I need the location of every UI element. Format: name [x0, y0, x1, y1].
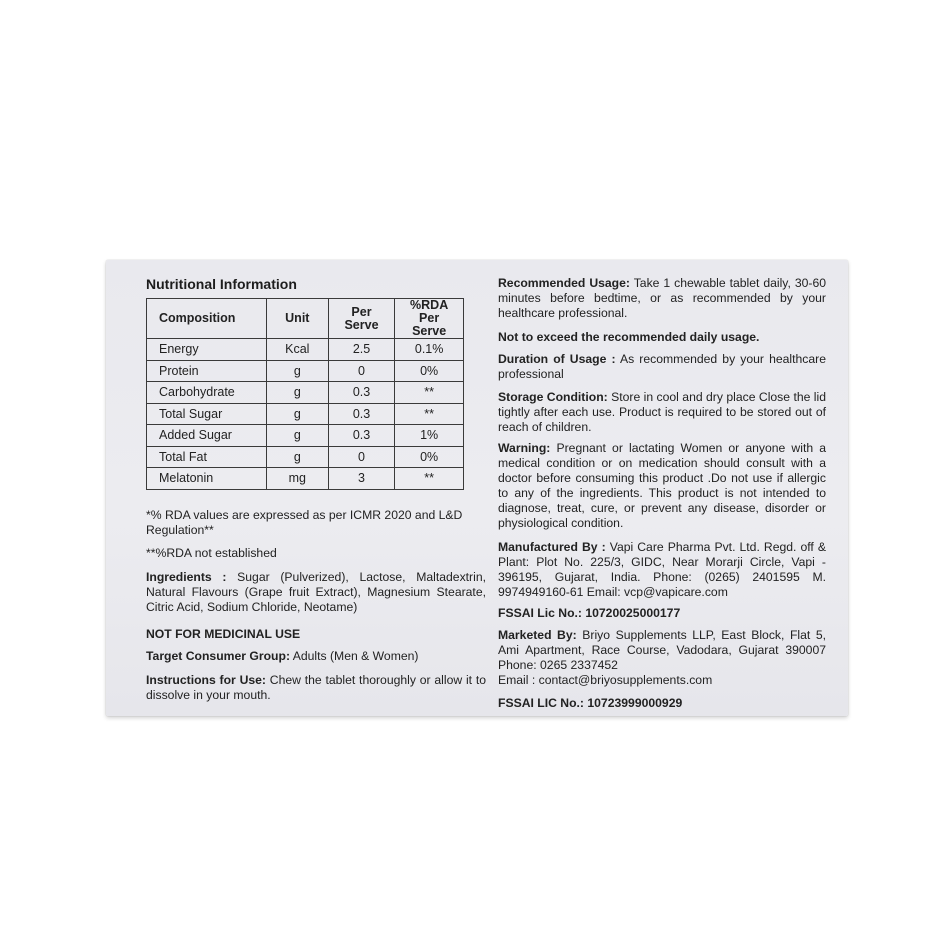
instructions — [146, 673, 486, 703]
row-unit: mg — [266, 468, 328, 490]
row-composition: Melatonin — [147, 468, 267, 490]
table-row — [147, 403, 464, 425]
product-label — [106, 260, 848, 716]
row-per-serve: 3 — [328, 468, 395, 490]
row-composition: Total Fat — [147, 446, 267, 468]
ingredients — [146, 570, 486, 615]
ingredients-label: Ingredients : — [146, 569, 227, 584]
fssai-license-manufacturer: FSSAI Lic No.: 10720025000177 — [498, 606, 681, 620]
ingredients-text: Sugar (Pulverized), Lactose, Maltadextrin, Natural Flavours (Grape fruit Extract), Magnesium Stearate, Citric Acid, Sodium Chloride, Neotame) — [146, 569, 486, 614]
row-composition: Added Sugar — [147, 425, 267, 447]
usage-text: Take 1 chewable tablet daily, 30-60 minutes before bedtime, or as recommended by your healthcare professional. — [498, 276, 827, 320]
row-unit: g — [266, 360, 328, 382]
row-per-serve: 2.5 — [328, 339, 395, 361]
instructions-label: Instructions for Use: — [146, 672, 266, 687]
row-rda: ** — [395, 382, 464, 404]
target-consumer — [146, 649, 486, 664]
row-composition: Protein — [147, 360, 267, 382]
row-rda: ** — [395, 468, 464, 490]
header-rda: %RDA Per Serve — [395, 299, 464, 339]
recommended-usage — [498, 276, 826, 321]
target-label: Target Consumer Group: — [146, 648, 290, 663]
row-unit: g — [266, 425, 328, 447]
duration-label: Duration of Usage : — [498, 352, 616, 366]
storage-condition — [498, 390, 826, 435]
rda-footnote: *% RDA values are expressed as per ICMR 2020 and L&D Regulation** — [146, 507, 463, 537]
target-text: Adults (Men & Women) — [292, 648, 419, 663]
row-per-serve: 0 — [328, 446, 395, 468]
usage-label: Recommended Usage: — [498, 276, 630, 290]
marketed-text: Briyo Supplements LLP, East Block, Flat 5, Ami Apartment, Race Course, Vadodara, Gujarat 390007 Phone: 0265 2337452 — [498, 628, 826, 672]
row-rda: ** — [395, 403, 464, 425]
row-per-serve: 0 — [328, 360, 395, 382]
fssai-license-marketer: FSSAI LIC No.: 10723999000929 — [498, 696, 683, 710]
nutrition-title: Nutritional Information — [146, 276, 297, 292]
header-unit: Unit — [266, 299, 328, 339]
storage-text: Store in cool and dry place Close the lid tightly after each use. Product is required to be stored out of reach of children. — [498, 390, 826, 434]
header-per-serve: Per Serve — [328, 299, 395, 339]
header-composition: Composition — [147, 299, 267, 339]
marketed-by — [498, 628, 826, 673]
rda-not-established-note: **%RDA not established — [146, 545, 277, 560]
row-unit: g — [266, 446, 328, 468]
row-rda: 0% — [395, 360, 464, 382]
marketed-label: Marketed By: — [498, 628, 577, 642]
nutrition-table — [146, 298, 464, 490]
table-row — [147, 360, 464, 382]
row-per-serve: 0.3 — [328, 403, 395, 425]
duration-text: As recommended by your healthcare professional — [498, 352, 827, 381]
duration-of-usage — [498, 352, 826, 382]
row-composition: Energy — [147, 339, 267, 361]
table-row — [147, 446, 464, 468]
row-unit: g — [266, 382, 328, 404]
warning — [498, 441, 826, 531]
row-unit: g — [266, 403, 328, 425]
nutrition-column — [146, 276, 486, 703]
manufactured-by — [498, 540, 826, 600]
row-per-serve: 0.3 — [328, 382, 395, 404]
row-rda: 0.1% — [395, 339, 464, 361]
not-exceed-notice: Not to exceed the recommended daily usage. — [498, 330, 760, 344]
row-composition: Carbohydrate — [147, 382, 267, 404]
not-medicinal-notice: NOT FOR MEDICINAL USE — [146, 626, 301, 641]
instructions-text: Chew the tablet thoroughly or allow it to dissolve in your mouth. — [146, 672, 486, 702]
manufactured-label: Manufactured By : — [498, 540, 606, 554]
storage-label: Storage Condition: — [498, 390, 608, 404]
manufactured-text: Vapi Care Pharma Pvt. Ltd. Regd. off & Plant: Plot No. 225/3, GIDC, Near Morarji Circle, Vapi - 396195, Gujarat, India. Phone: (0265) 2401595 M. 9974949160-61 Email: vcp@vapicare.com — [498, 540, 826, 599]
table-row — [147, 382, 464, 404]
row-unit: Kcal — [266, 339, 328, 361]
table-row — [147, 468, 464, 490]
table-row — [147, 339, 464, 361]
warning-label: Warning: — [498, 441, 551, 455]
nutrition-header-row — [147, 299, 464, 339]
warning-text: Pregnant or lactating Women or anyone with a medical condition or on medication should consult with a doctor before consuming this product .Do not use if allergic to any of the ingredients. This product is not intended to diagnose, treat, cure, or prevent any disease, disorder or physiological condition. — [498, 441, 826, 530]
table-row — [147, 425, 464, 447]
usage-column — [498, 276, 826, 710]
row-rda: 1% — [395, 425, 464, 447]
marketed-email: Email : contact@briyosupplements.com — [498, 673, 713, 687]
row-composition: Total Sugar — [147, 403, 267, 425]
row-rda: 0% — [395, 446, 464, 468]
row-per-serve: 0.3 — [328, 425, 395, 447]
